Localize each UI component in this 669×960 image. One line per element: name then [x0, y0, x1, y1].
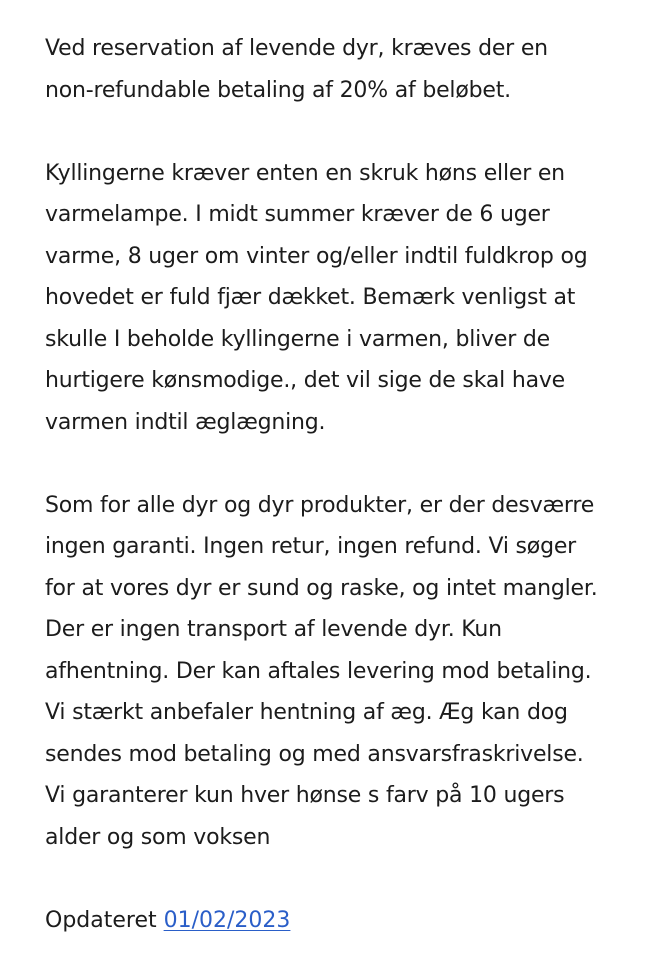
text-line: hurtigere kønsmodige., det vil sige de skal have	[45, 368, 566, 393]
text-line: Der er ingen transport af levende dyr. Kun	[45, 617, 502, 642]
text-line: varme, 8 uger om vinter og/eller indtil fuldkrop og	[45, 243, 588, 269]
updated-line	[45, 900, 655, 942]
text-line: sendes mod betaling og med ansvarsfraskrivelse.	[45, 741, 584, 767]
text-line: skulle I beholde kyllingerne i varmen, bliver de	[45, 326, 550, 352]
text-line: Kyllingerne kræver enten en skruk høns eller en	[45, 160, 565, 186]
paragraph-spacer	[45, 858, 655, 900]
reservation-paragraph	[45, 28, 655, 111]
text-line: Ved reservation af levende dyr, kræves der en	[45, 36, 548, 61]
updated-label: Opdateret	[45, 907, 164, 933]
document-body	[45, 28, 655, 941]
text-line: Som for alle dyr og dyr produkter, er der desværre	[45, 492, 595, 518]
text-line: for at vores dyr er sund og raske, og intet mangler.	[45, 575, 598, 601]
updated-date-link[interactable]: 01/02/2023	[163, 907, 291, 933]
text-line: ingen garanti. Ingen retur, ingen refund. Vi søger	[45, 534, 577, 559]
chicks-care-paragraph	[45, 153, 655, 444]
text-line: hovedet er fuld fjær dækket. Bemærk venligst at	[45, 285, 576, 310]
text-line: non-refundable betaling af 20% af beløbet.	[45, 77, 511, 103]
text-line: Vi stærkt anbefaler hentning af æg. Æg kan dog	[45, 700, 568, 725]
paragraph-spacer	[45, 111, 655, 153]
guarantee-paragraph	[45, 485, 655, 859]
text-line: varmelampe. I midt summer kræver de 6 uger	[45, 202, 550, 227]
text-line: afhentning. Der kan aftales levering mod betaling.	[45, 658, 592, 684]
text-line: Vi garanterer kun hver hønse s farv på 10 ugers	[45, 783, 565, 808]
paragraph-spacer	[45, 443, 655, 485]
text-line: alder og som voksen	[45, 824, 271, 850]
text-line: varmen indtil æglægning.	[45, 409, 326, 435]
